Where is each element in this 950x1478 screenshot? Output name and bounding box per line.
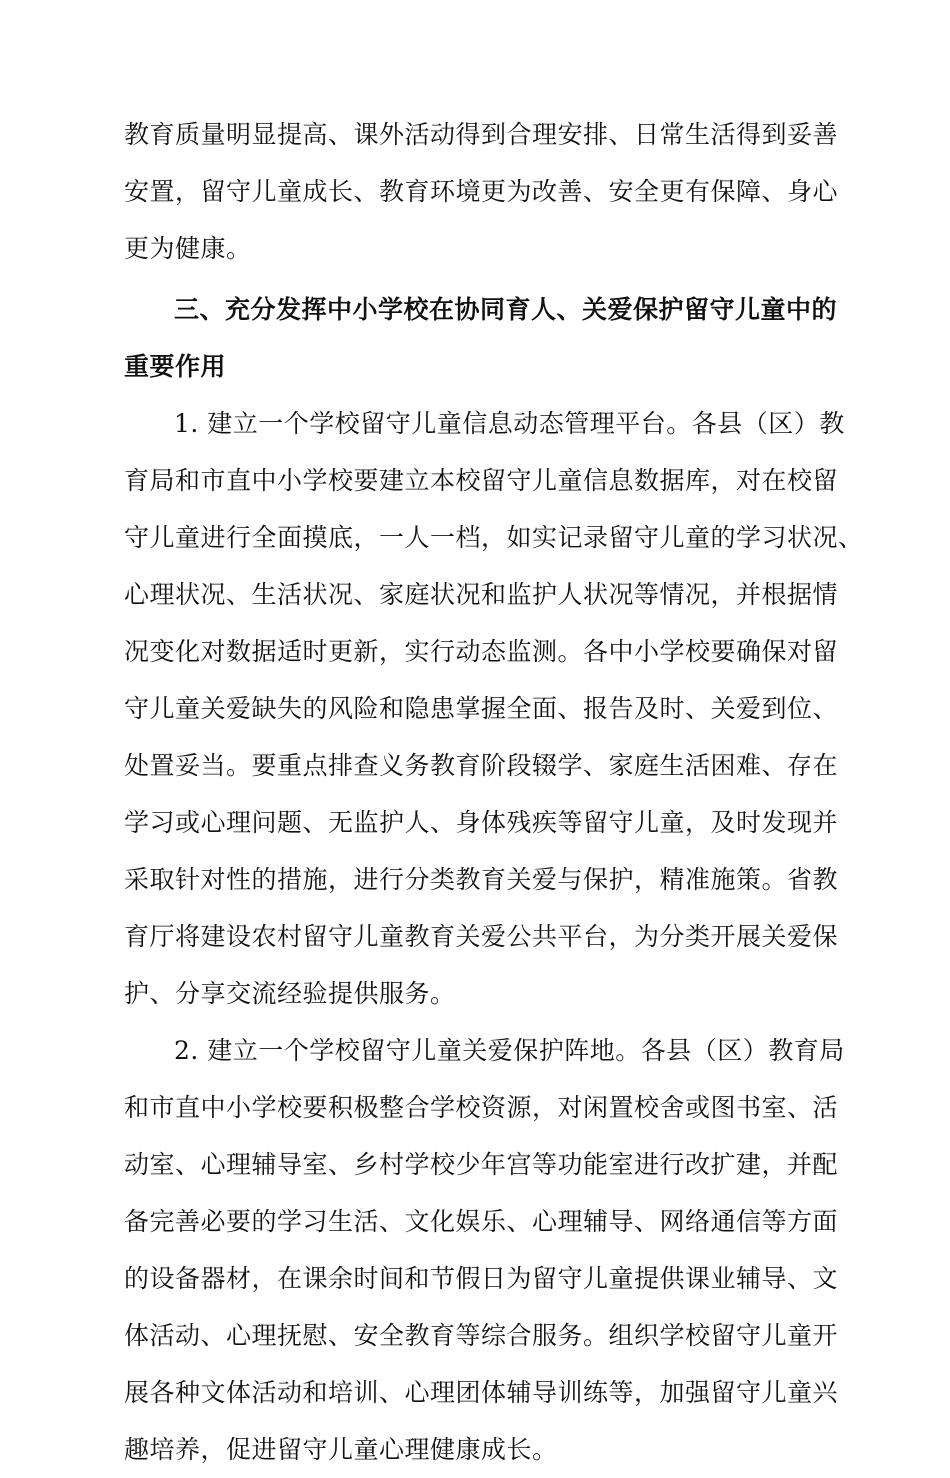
text-line: 况变化对数据适时更新，实行动态监测。各中小学校要确保对留 — [124, 637, 839, 666]
text-line: 备完善必要的学习生活、文化娱乐、心理辅导、网络通信等方面 — [124, 1207, 839, 1236]
text-line: 育局和市直中小学校要建立本校留守儿童信息数据库，对在校留 — [124, 466, 839, 495]
text-line: 守儿童关爱缺失的风险和隐患掌握全面、报告及时、关爱到位、 — [124, 694, 839, 723]
text-line: 安置，留守儿童成长、教育环境更为改善、安全更有保障、身心 — [124, 177, 839, 206]
text-line: 1. 建立一个学校留守儿童信息动态管理平台。各县（区）教 — [174, 409, 845, 438]
text-line: 动室、心理辅导室、乡村学校少年宫等功能室进行改扩建，并配 — [124, 1150, 839, 1179]
text-line: 学习或心理问题、无监护人、身体残疾等留守儿童，及时发现并 — [124, 808, 839, 837]
text-line: 展各种文体活动和培训、心理团体辅导训练等，加强留守儿童兴 — [124, 1378, 839, 1407]
paragraph-continuation — [124, 106, 839, 277]
text-line: 护、分享交流经验提供服务。 — [124, 979, 456, 1008]
paragraph-item-2 — [124, 1022, 845, 1478]
text-line: 守儿童进行全面摸底，一人一档，如实记录留守儿童的学习状况、 — [124, 523, 864, 552]
text-line: 趣培养，促进留守儿童心理健康成长。 — [124, 1435, 558, 1464]
text-line: 教育质量明显提高、课外活动得到合理安排、日常生活得到妥善 — [124, 120, 839, 149]
heading-line: 三、充分发挥中小学校在协同育人、关爱保护留守儿童中的 — [174, 295, 838, 324]
section-heading — [124, 281, 838, 395]
text-line: 和市直中小学校要积极整合学校资源，对闲置校舍或图书室、活 — [124, 1093, 839, 1122]
heading-line: 重要作用 — [124, 352, 227, 381]
text-line: 育厅将建设农村留守儿童教育关爱公共平台，为分类开展关爱保 — [124, 922, 839, 951]
text-line: 体活动、心理抚慰、安全教育等综合服务。组织学校留守儿童开 — [124, 1321, 839, 1350]
document-page — [124, 106, 864, 1478]
text-line: 处置妥当。要重点排查义务教育阶段辍学、家庭生活困难、存在 — [124, 751, 839, 780]
text-line: 心理状况、生活状况、家庭状况和监护人状况等情况，并根据情 — [124, 580, 839, 609]
text-line: 2. 建立一个学校留守儿童关爱保护阵地。各县（区）教育局 — [174, 1036, 845, 1065]
text-line: 采取针对性的措施，进行分类教育关爱与保护，精准施策。省教 — [124, 865, 839, 894]
paragraph-item-1 — [124, 395, 864, 1022]
text-line: 更为健康。 — [124, 234, 252, 263]
text-line: 的设备器材，在课余时间和节假日为留守儿童提供课业辅导、文 — [124, 1264, 839, 1293]
